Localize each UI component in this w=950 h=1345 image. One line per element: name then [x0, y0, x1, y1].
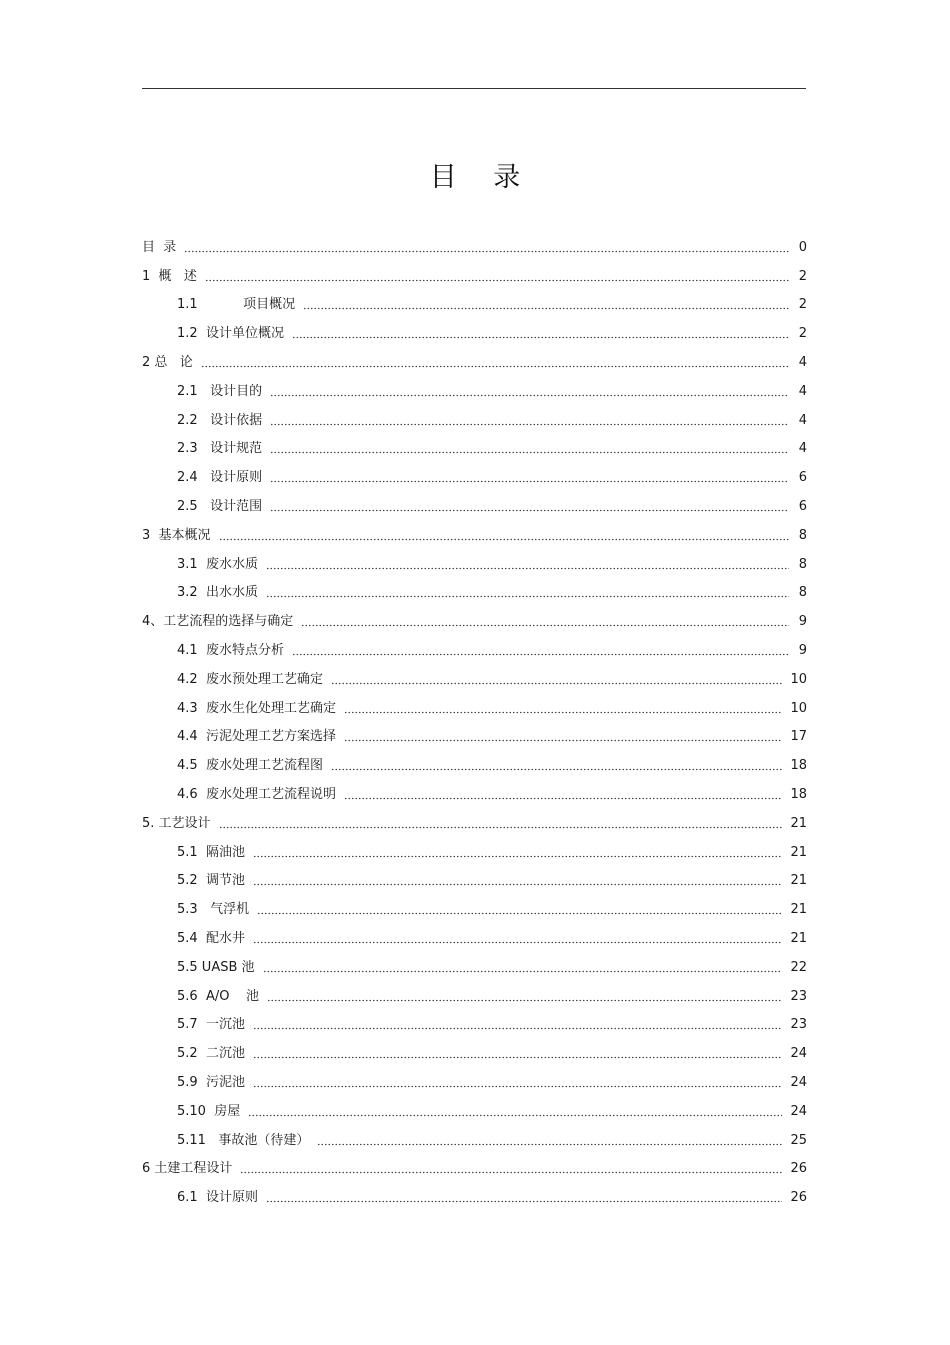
toc-entry-label: 6 土建工程设计 [142, 1161, 233, 1177]
toc-entry-page: 24 [790, 1046, 807, 1062]
dot-leader [331, 760, 783, 771]
dot-leader [219, 818, 783, 829]
toc-entry-label: 5.3 气浮机 [177, 902, 250, 918]
toc-entry-page: 9 [798, 643, 807, 659]
dot-leader [331, 674, 783, 685]
toc-entry-label: 5.1 隔油池 [177, 844, 245, 860]
dot-leader [263, 962, 783, 973]
dot-leader [292, 328, 789, 339]
toc-entry-label: 4、工艺流程的选择与确定 [142, 614, 294, 630]
toc-entry[interactable] [142, 924, 807, 953]
toc-entry-page: 24 [790, 1075, 807, 1090]
dot-leader [270, 443, 789, 454]
dot-leader [253, 1019, 783, 1030]
toc-entry[interactable] [142, 809, 807, 838]
dot-leader [267, 991, 782, 1002]
toc-entry[interactable] [142, 377, 807, 406]
toc-entry-label: 5.2 二沉池 [177, 1046, 245, 1062]
toc-entry[interactable] [142, 636, 807, 665]
dot-leader [270, 472, 789, 483]
toc-entry[interactable] [142, 953, 807, 982]
header-rule [142, 88, 806, 89]
dot-leader [253, 847, 783, 858]
toc-entry-label: 3.2 出水水质 [177, 585, 258, 601]
toc-entry[interactable] [142, 895, 807, 924]
toc-entry-label: 5.10 房屋 [177, 1103, 241, 1119]
toc-entry[interactable] [142, 1011, 807, 1040]
toc-entry[interactable] [142, 319, 807, 348]
toc-entry-label: 目 录 [142, 239, 177, 255]
table-of-contents [142, 233, 807, 1212]
dot-leader [253, 1048, 783, 1059]
toc-entry-label: 1.1 项目概况 [177, 297, 296, 313]
toc-entry-page: 4 [798, 412, 807, 428]
toc-entry[interactable] [142, 1068, 807, 1097]
toc-entry-page: 0 [798, 239, 807, 255]
toc-entry-label: 4.3 废水生化处理工艺确定 [177, 700, 336, 716]
toc-entry-label: 6.1 设计原则 [177, 1190, 258, 1206]
dot-leader [301, 616, 789, 627]
toc-entry[interactable] [142, 521, 807, 550]
toc-entry[interactable] [142, 1155, 807, 1184]
toc-entry[interactable] [142, 751, 807, 780]
toc-entry[interactable] [142, 1183, 807, 1212]
dot-leader [257, 904, 782, 915]
dot-leader [266, 559, 789, 570]
dot-leader [344, 703, 783, 714]
toc-entry-label: 2.3 设计规范 [177, 441, 263, 457]
dot-leader [270, 501, 789, 512]
toc-entry-page: 25 [790, 1132, 807, 1148]
toc-entry[interactable] [142, 838, 807, 867]
toc-entry[interactable] [142, 233, 807, 262]
dot-leader [266, 587, 789, 598]
toc-entry-page: 2 [798, 268, 807, 284]
dot-leader [344, 731, 783, 742]
toc-entry-page: 17 [790, 729, 807, 745]
toc-entry-label: 3.1 废水水质 [177, 556, 258, 572]
dot-leader [205, 271, 789, 282]
toc-entry-label: 4.2 废水预处理工艺确定 [177, 671, 323, 687]
toc-entry-label: 2.5 设计范围 [177, 499, 263, 515]
toc-entry[interactable] [142, 867, 807, 896]
dot-leader [184, 242, 789, 253]
toc-entry[interactable] [142, 1039, 807, 1068]
dot-leader [240, 1163, 782, 1174]
toc-entry-label: 4.5 废水处理工艺流程图 [177, 758, 323, 774]
toc-entry-page: 18 [790, 787, 807, 803]
toc-entry-label: 4.1 废水特点分析 [177, 643, 284, 659]
toc-entry-page: 2 [798, 297, 807, 313]
toc-entry[interactable] [142, 1097, 807, 1126]
toc-entry[interactable] [142, 348, 807, 377]
toc-entry-page: 4 [798, 383, 807, 399]
toc-entry-label: 5.2 调节池 [177, 873, 245, 889]
dot-leader [270, 386, 789, 397]
toc-entry-page: 8 [798, 556, 807, 572]
toc-entry-page: 22 [790, 959, 807, 975]
toc-entry-page: 10 [790, 700, 807, 716]
toc-entry-page: 23 [790, 988, 807, 1004]
toc-entry-label: 2.2 设计依据 [177, 412, 263, 428]
dot-leader [344, 789, 783, 800]
toc-entry-page: 26 [790, 1190, 807, 1206]
toc-entry[interactable] [142, 1126, 807, 1155]
toc-entry[interactable] [142, 262, 807, 291]
toc-entry-page: 21 [790, 873, 807, 889]
toc-entry-label: 5.6 A/O 池 [177, 988, 259, 1004]
toc-entry-label: 5.4 配水井 [177, 931, 245, 947]
toc-entry-label: 5.11 事故池（待建） [177, 1132, 310, 1148]
toc-entry[interactable] [142, 982, 807, 1011]
toc-entry-page: 10 [790, 671, 807, 687]
toc-entry[interactable] [142, 579, 807, 608]
toc-entry-page: 24 [790, 1103, 807, 1119]
toc-entry[interactable] [142, 291, 807, 320]
toc-entry-label: 5. 工艺设计 [142, 815, 211, 831]
toc-entry[interactable] [142, 463, 807, 492]
dot-leader [253, 933, 783, 944]
toc-entry-page: 26 [790, 1161, 807, 1177]
toc-entry[interactable] [142, 723, 807, 752]
toc-entry-page: 21 [790, 902, 807, 918]
dot-leader [219, 530, 789, 541]
toc-entry-page: 4 [798, 441, 807, 457]
toc-entry[interactable] [142, 406, 807, 435]
toc-entry-label: 5.5 UASB 池 [177, 959, 255, 975]
toc-entry-page: 23 [790, 1017, 807, 1033]
dot-leader [317, 1135, 782, 1146]
toc-entry[interactable] [142, 780, 807, 809]
toc-entry-label: 4.4 污泥处理工艺方案选择 [177, 729, 336, 745]
toc-entry-page: 21 [790, 815, 807, 831]
toc-entry-page: 18 [790, 758, 807, 774]
toc-entry-page: 6 [798, 470, 807, 486]
toc-entry[interactable] [142, 607, 807, 636]
dot-leader [270, 415, 789, 426]
dot-leader [248, 1106, 782, 1117]
toc-entry-page: 8 [798, 585, 807, 601]
toc-entry-label: 5.7 一沉池 [177, 1017, 245, 1033]
toc-entry-page: 8 [798, 527, 807, 543]
dot-leader [253, 875, 783, 886]
toc-entry-label: 1 概 述 [142, 268, 197, 284]
toc-entry-page: 2 [798, 326, 807, 342]
toc-entry-label: 5.9 污泥池 [177, 1075, 245, 1090]
toc-entry-page: 9 [798, 614, 807, 630]
toc-entry-label: 4.6 废水处理工艺流程说明 [177, 787, 336, 803]
toc-entry[interactable] [142, 550, 807, 579]
toc-entry-label: 2.4 设计原则 [177, 470, 263, 486]
toc-entry-label: 3 基本概况 [142, 527, 211, 543]
toc-entry-page: 6 [798, 499, 807, 515]
toc-entry[interactable] [142, 694, 807, 723]
toc-entry-page: 4 [798, 355, 807, 371]
toc-entry[interactable] [142, 492, 807, 521]
toc-entry-label: 2 总 论 [142, 355, 193, 371]
dot-leader [303, 299, 789, 310]
toc-entry[interactable] [142, 435, 807, 464]
dot-leader [266, 1192, 783, 1203]
toc-entry-page: 21 [790, 844, 807, 860]
toc-entry-label: 2.1 设计目的 [177, 383, 263, 399]
dot-leader [253, 1077, 783, 1088]
page-title: 目 录 [429, 162, 535, 193]
dot-leader [201, 357, 789, 368]
toc-entry-label: 1.2 设计单位概况 [177, 326, 284, 342]
toc-entry[interactable] [142, 665, 807, 694]
toc-entry-page: 21 [790, 931, 807, 947]
dot-leader [292, 645, 789, 656]
